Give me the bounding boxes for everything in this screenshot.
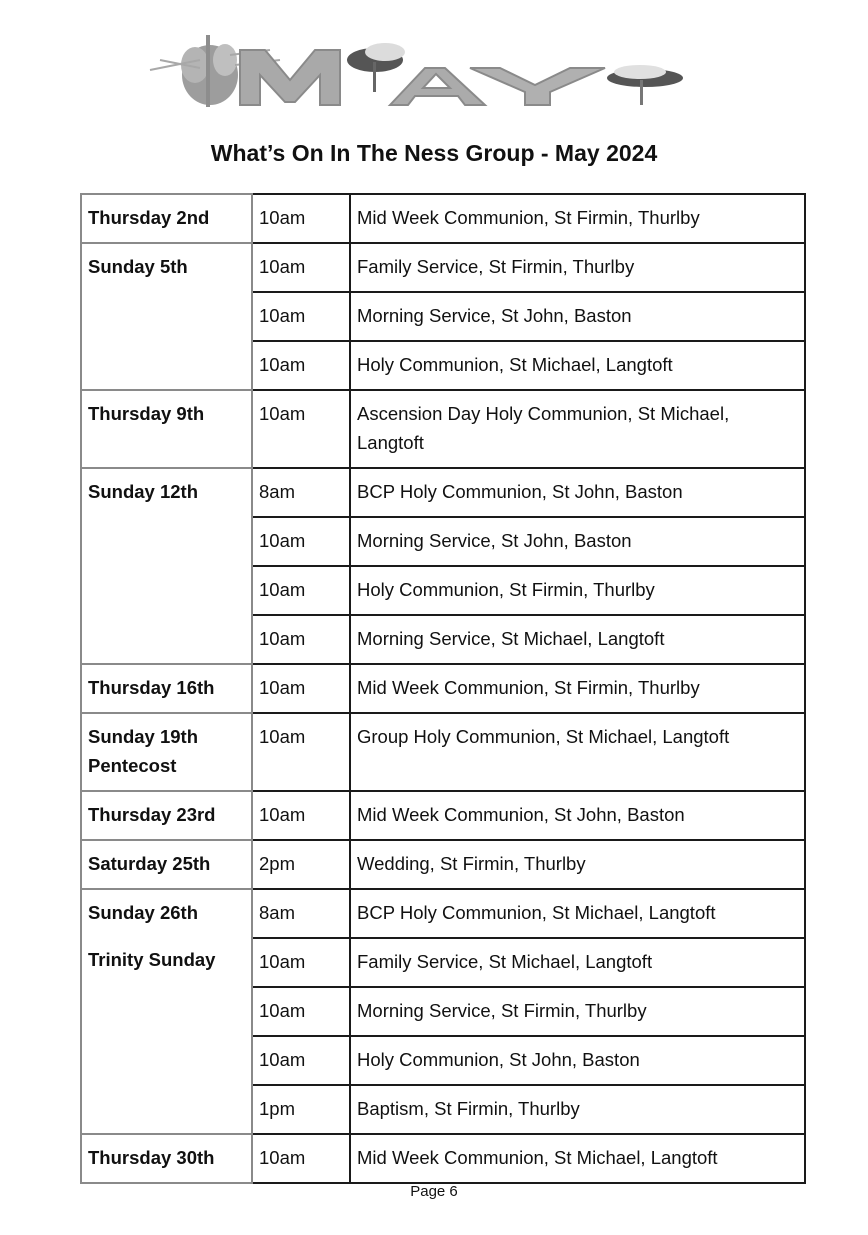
event-cell: Family Service, St Michael, Langtoft [350,938,805,987]
event-cell: Holy Communion, St John, Baston [350,1036,805,1085]
time-cell: 10am [252,713,350,791]
table-row [81,840,805,889]
event-cell: Mid Week Communion, St Michael, Langtoft [350,1134,805,1183]
date-label: Thursday 9th [88,403,205,424]
table-row [81,1134,805,1183]
event-cell: Holy Communion, St Firmin, Thurlby [350,566,805,615]
date-label: Sunday 5th [88,256,188,277]
table-row [81,664,805,713]
time-cell: 2pm [252,840,350,889]
event-cell: Baptism, St Firmin, Thurlby [350,1085,805,1134]
may-banner-icon [140,30,700,110]
event-cell: Family Service, St Firmin, Thurlby [350,243,805,292]
event-cell: Wedding, St Firmin, Thurlby [350,840,805,889]
time-cell: 8am [252,889,350,938]
date-cell [81,1134,252,1183]
page-title: What’s On In The Ness Group - May 2024 [210,140,658,166]
date-label: Thursday 16th [88,677,215,698]
time-cell: 10am [252,517,350,566]
page-number: Page 6 [410,1183,458,1200]
time-cell: 10am [252,664,350,713]
date-label: Saturday 25th [88,853,211,874]
date-note: Trinity Sunday [88,949,216,970]
time-cell: 8am [252,468,350,517]
time-cell: 10am [252,1134,350,1183]
date-label: Thursday 2nd [88,207,210,228]
time-cell: 10am [252,791,350,840]
table-row [81,889,805,938]
event-cell: Morning Service, St John, Baston [350,517,805,566]
date-cell [81,468,252,664]
event-cell: Holy Communion, St Michael, Langtoft [350,341,805,390]
event-cell: Mid Week Communion, St Firmin, Thurlby [350,664,805,713]
date-cell [81,194,252,243]
time-cell: 10am [252,390,350,468]
date-cell [81,243,252,390]
date-cell [81,889,252,1134]
date-cell [81,791,252,840]
time-cell: 10am [252,243,350,292]
event-cell: Morning Service, St Michael, Langtoft [350,615,805,664]
time-cell: 10am [252,615,350,664]
event-cell: Mid Week Communion, St John, Baston [350,791,805,840]
time-cell: 10am [252,1036,350,1085]
parasol-icon [347,43,405,92]
spacer [88,927,245,945]
date-label: Thursday 23rd [88,804,216,825]
table-row [81,243,805,292]
schedule-table [80,193,806,1184]
event-cell: Mid Week Communion, St Firmin, Thurlby [350,194,805,243]
date-label: Sunday 12th [88,481,198,502]
time-cell: 10am [252,292,350,341]
event-cell: BCP Holy Communion, St John, Baston [350,468,805,517]
may-banner [140,30,700,110]
date-cell [81,664,252,713]
table-row [81,713,805,791]
date-cell [81,713,252,791]
may-letters [240,50,605,105]
time-cell: 10am [252,938,350,987]
event-cell: Ascension Day Holy Communion, St Michael, Langtoft [350,390,805,468]
date-cell [81,390,252,468]
time-cell: 1pm [252,1085,350,1134]
event-cell: BCP Holy Communion, St Michael, Langtoft [350,889,805,938]
event-cell: Morning Service, St John, Baston [350,292,805,341]
table-row [81,468,805,517]
date-label: Thursday 30th [88,1147,215,1168]
date-label: Sunday 19th [88,726,198,747]
table-row [81,390,805,468]
time-cell: 10am [252,987,350,1036]
time-cell: 10am [252,341,350,390]
date-label: Sunday 26th [88,902,198,923]
table-row [81,791,805,840]
time-cell: 10am [252,194,350,243]
event-cell: Group Holy Communion, St Michael, Langtoft [350,713,805,791]
date-cell [81,840,252,889]
event-cell: Morning Service, St Firmin, Thurlby [350,987,805,1036]
date-note: Pentecost [88,755,177,776]
time-cell: 10am [252,566,350,615]
parasol-icon [607,65,683,105]
table-row [81,194,805,243]
